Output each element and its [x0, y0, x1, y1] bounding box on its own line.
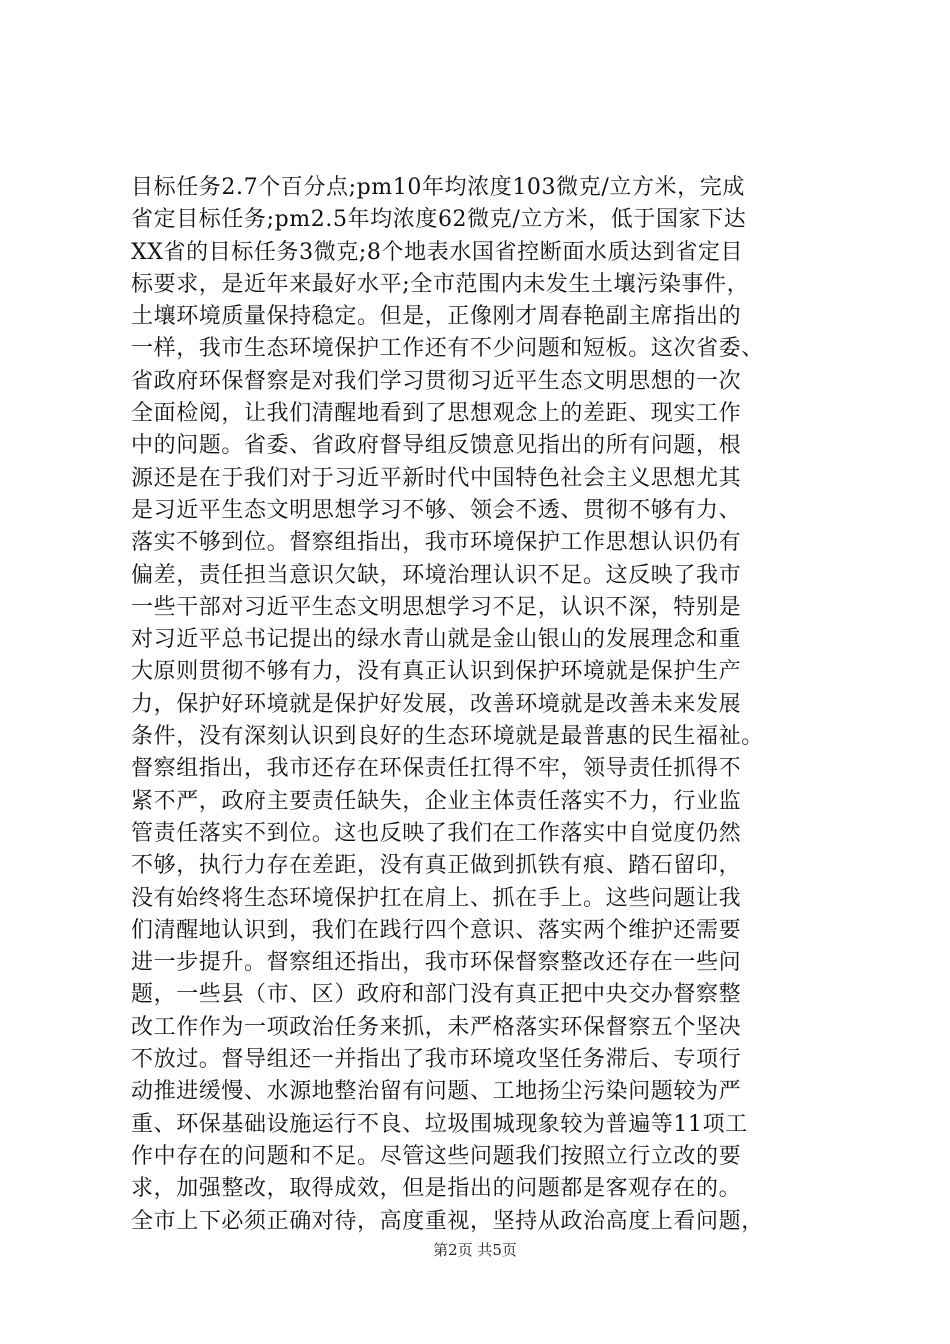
- text-line: 全面检阅，让我们清醒地看到了思想观念上的差距、现实工作: [131, 401, 742, 427]
- text-line: 督察组指出，我市还存在环保责任扛得不牢，领导责任抓得不: [131, 756, 742, 782]
- text-line: XX省的目标任务3微克;8个地表水国省控断面水质达到省定目: [131, 239, 744, 265]
- text-line: 目标任务2.7个百分点;pm10年均浓度103微克/立方米，完成: [131, 175, 745, 200]
- text-line: 大原则贯彻不够有力，没有真正认识到保护环境就是保护生产: [131, 659, 742, 685]
- text-line: 中的问题。省委、省政府督导组反馈意见指出的所有问题，根: [131, 433, 742, 459]
- text-line: 题，一些县（市、区）政府和部门没有真正把中央交办督察整: [131, 982, 742, 1008]
- text-line: 动推进缓慢、水源地整治留有问题、工地扬尘污染问题较为严: [131, 1079, 742, 1105]
- text-line: 一样，我市生态环境保护工作还有不少问题和短板。这次省委、: [131, 336, 764, 362]
- text-line: 落实不够到位。督察组指出，我市环境保护工作思想认识仍有: [131, 530, 742, 556]
- text-line: 省政府环保督察是对我们学习贯彻习近平生态文明思想的一次: [131, 368, 742, 394]
- text-line: 们清醒地认识到，我们在践行四个意识、落实两个维护还需要: [131, 917, 742, 943]
- text-line: 省定目标任务;pm2.5年均浓度62微克/立方米，低于国家下达: [131, 207, 747, 233]
- text-line: 作中存在的问题和不足。尽管这些问题我们按照立行立改的要: [131, 1143, 742, 1169]
- text-line: 进一步提升。督察组还指出，我市环保督察整改还存在一些问: [131, 950, 742, 976]
- text-line: 全市上下必须正确对待，高度重视，坚持从政治高度上看问题，: [131, 1208, 764, 1234]
- text-line: 求，加强整改，取得成效，但是指出的问题都是客观存在的。: [131, 1176, 742, 1202]
- text-line: 源还是在于我们对于习近平新时代中国特色社会主义思想尤其: [131, 465, 742, 491]
- text-line: 紧不严，政府主要责任缺失，企业主体责任落实不力，行业监: [131, 788, 742, 814]
- text-line: 标要求，是近年来最好水平;全市范围内未发生土壤污染事件，: [131, 271, 750, 297]
- text-line: 土壤环境质量保持稳定。但是，正像刚才周春艳副主席指出的: [131, 304, 742, 330]
- text-line: 没有始终将生态环境保护扛在肩上、抓在手上。这些问题让我: [131, 885, 742, 911]
- text-line: 条件，没有深刻认识到良好的生态环境就是最普惠的民生福祉。: [131, 724, 764, 750]
- text-line: 不放过。督导组还一并指出了我市环境攻坚任务滞后、专项行: [131, 1047, 742, 1073]
- text-line: 是习近平生态文明思想学习不够、领会不透、贯彻不够有力、: [131, 497, 742, 523]
- body-text: [131, 172, 831, 1238]
- text-line: 不够，执行力存在差距，没有真正做到抓铁有痕、踏石留印，: [131, 853, 742, 879]
- text-line: 偏差，责任担当意识欠缺，环境治理认识不足。这反映了我市: [131, 562, 742, 588]
- text-line: 力，保护好环境就是保护好发展，改善环境就是改善未来发展: [131, 691, 742, 717]
- text-line: 对习近平总书记提出的绿水青山就是金山银山的发展理念和重: [131, 627, 742, 653]
- text-line: 改工作作为一项政治任务来抓，未严格落实环保督察五个坚决: [131, 1014, 742, 1040]
- page-footer: 第2页 共5页: [433, 1241, 517, 1259]
- text-line: 一些干部对习近平生态文明思想学习不足，认识不深，特别是: [131, 594, 742, 620]
- text-line: 管责任落实不到位。这也反映了我们在工作落实中自觉度仍然: [131, 820, 742, 846]
- text-line: 重、环保基础设施运行不良、垃圾围城现象较为普遍等11项工: [131, 1111, 748, 1137]
